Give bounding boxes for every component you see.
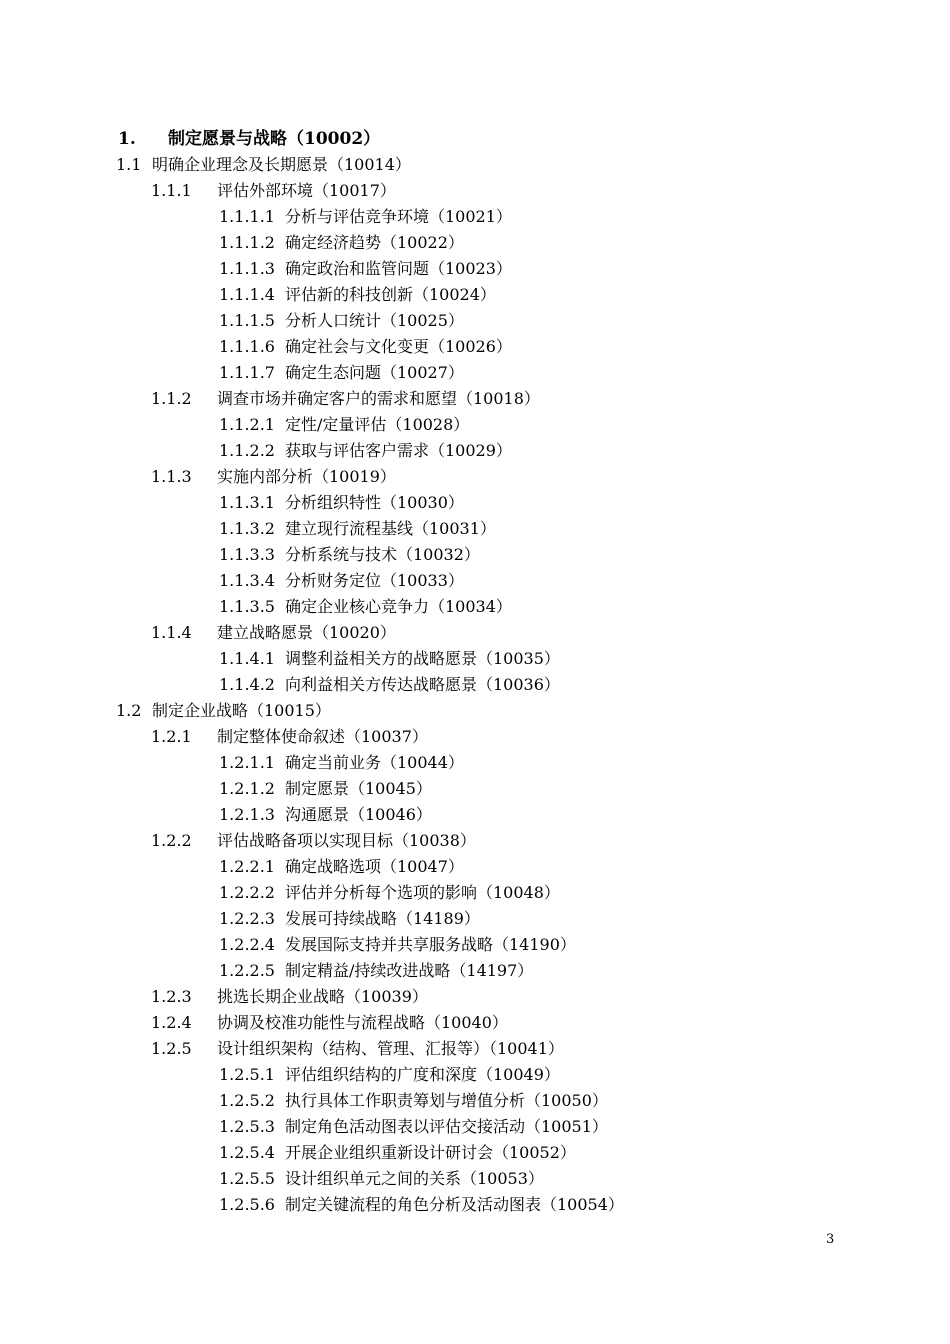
outline-item-number: 1.1.3.3 bbox=[219, 545, 275, 564]
outline-item-text: 确定战略选项（10047） bbox=[285, 857, 464, 876]
outline-item-text: 协调及校准功能性与流程战略（10040） bbox=[217, 1013, 508, 1032]
outline-item-number: 1.2.5.5 bbox=[219, 1169, 275, 1188]
outline-item-number: 1.2.5.3 bbox=[219, 1117, 275, 1136]
outline-item-level-4 bbox=[219, 360, 464, 386]
outline-item-level-4 bbox=[219, 1088, 608, 1114]
outline-item-text: 分析系统与技术（10032） bbox=[285, 545, 480, 564]
outline-item-level-4 bbox=[219, 1062, 560, 1088]
outline-item-level-4 bbox=[219, 308, 464, 334]
outline-item-number: 1.2 bbox=[116, 701, 142, 720]
outline-item-number: 1.2.3 bbox=[151, 987, 192, 1006]
outline-item-level-4 bbox=[219, 334, 512, 360]
outline-item-level-4 bbox=[219, 958, 533, 984]
outline-item-number: 1.2.2 bbox=[151, 831, 192, 850]
outline-item-level-4 bbox=[219, 1166, 544, 1192]
outline-item-number: 1.1.1.7 bbox=[219, 363, 275, 382]
outline-item-number: 1.2.2.5 bbox=[219, 961, 275, 980]
outline-item-number: 1.1.4.2 bbox=[219, 675, 275, 694]
outline-item-level-2 bbox=[116, 152, 411, 178]
outline-item-level-4 bbox=[219, 594, 512, 620]
outline-item-level-3 bbox=[151, 620, 396, 646]
outline-item-level-3 bbox=[151, 464, 396, 490]
section-heading-number: 1. bbox=[118, 129, 136, 149]
outline-item-level-4 bbox=[219, 854, 464, 880]
outline-item-number: 1.2.5.6 bbox=[219, 1195, 275, 1214]
outline-item-text: 制定企业战略（10015） bbox=[152, 701, 331, 720]
outline-item-text: 制定愿景（10045） bbox=[285, 779, 432, 798]
outline-item-level-3 bbox=[151, 178, 396, 204]
outline-item-number: 1.1.1.1 bbox=[219, 207, 275, 226]
outline-item-number: 1.2.1.3 bbox=[219, 805, 275, 824]
outline-item-number: 1.1.1.5 bbox=[219, 311, 275, 330]
outline-item-level-3 bbox=[151, 386, 540, 412]
outline-item-text: 执行具体工作职责筹划与增值分析（10050） bbox=[285, 1091, 608, 1110]
outline-item-level-4 bbox=[219, 490, 464, 516]
outline-item-text: 发展可持续战略（14189） bbox=[285, 909, 480, 928]
outline-item-number: 1.1 bbox=[116, 155, 142, 174]
outline-item-text: 确定企业核心竞争力（10034） bbox=[285, 597, 512, 616]
outline-item-level-4 bbox=[219, 542, 480, 568]
outline-item-number: 1.1.3.4 bbox=[219, 571, 275, 590]
outline-item-level-4 bbox=[219, 204, 512, 230]
outline-item-text: 建立现行流程基线（10031） bbox=[285, 519, 496, 538]
outline-item-text: 向利益相关方传达战略愿景（10036） bbox=[285, 675, 560, 694]
outline-item-level-4 bbox=[219, 802, 432, 828]
outline-item-text: 确定经济趋势（10022） bbox=[285, 233, 464, 252]
page-number: 3 bbox=[826, 1232, 835, 1247]
outline-item-number: 1.1.3.5 bbox=[219, 597, 275, 616]
outline-item-number: 1.2.2.1 bbox=[219, 857, 275, 876]
outline-item-text: 制定角色活动图表以评估交接活动（10051） bbox=[285, 1117, 608, 1136]
outline-item-level-4 bbox=[219, 880, 560, 906]
outline-item-text: 挑选长期企业战略（10039） bbox=[217, 987, 428, 1006]
section-heading-text: 制定愿景与战略（10002） bbox=[168, 129, 381, 149]
outline-item-number: 1.1.1.4 bbox=[219, 285, 275, 304]
outline-item-number: 1.2.5.4 bbox=[219, 1143, 275, 1162]
outline-item-level-3 bbox=[151, 828, 476, 854]
outline-item-text: 制定关键流程的角色分析及活动图表（10054） bbox=[285, 1195, 624, 1214]
outline-item-text: 调查市场并确定客户的需求和愿望（10018） bbox=[217, 389, 540, 408]
outline-item-number: 1.1.3 bbox=[151, 467, 192, 486]
outline-item-level-4 bbox=[219, 568, 464, 594]
outline-item-text: 确定生态问题（10027） bbox=[285, 363, 464, 382]
outline-item-level-4 bbox=[219, 776, 432, 802]
outline-item-level-4 bbox=[219, 438, 512, 464]
outline-item-level-4 bbox=[219, 1114, 608, 1140]
outline-item-text: 评估战略备项以实现目标（10038） bbox=[217, 831, 476, 850]
outline-item-text: 调整利益相关方的战略愿景（10035） bbox=[285, 649, 560, 668]
outline-item-number: 1.1.2 bbox=[151, 389, 192, 408]
outline-item-text: 获取与评估客户需求（10029） bbox=[285, 441, 512, 460]
outline-item-level-4 bbox=[219, 282, 496, 308]
outline-item-text: 设计组织架构（结构、管理、汇报等）（10041） bbox=[217, 1039, 564, 1058]
outline-item-level-2 bbox=[116, 698, 331, 724]
outline-item-level-4 bbox=[219, 750, 464, 776]
outline-item-text: 分析组织特性（10030） bbox=[285, 493, 464, 512]
outline-item-number: 1.2.2.3 bbox=[219, 909, 275, 928]
outline-item-text: 定性/定量评估（10028） bbox=[285, 415, 470, 434]
outline-item-number: 1.1.1.2 bbox=[219, 233, 275, 252]
outline-item-level-3 bbox=[151, 984, 428, 1010]
outline-item-text: 设计组织单元之间的关系（10053） bbox=[285, 1169, 544, 1188]
outline-item-number: 1.2.2.2 bbox=[219, 883, 275, 902]
outline-item-text: 确定社会与文化变更（10026） bbox=[285, 337, 512, 356]
outline-item-number: 1.1.2.2 bbox=[219, 441, 275, 460]
outline-item-text: 制定整体使命叙述（10037） bbox=[217, 727, 428, 746]
outline-item-number: 1.2.5 bbox=[151, 1039, 192, 1058]
outline-item-number: 1.2.5.1 bbox=[219, 1065, 275, 1084]
outline-item-level-4 bbox=[219, 646, 560, 672]
outline-item-number: 1.1.1.6 bbox=[219, 337, 275, 356]
outline-item-number: 1.2.5.2 bbox=[219, 1091, 275, 1110]
outline-item-level-3 bbox=[151, 1036, 564, 1062]
outline-item-number: 1.2.1.1 bbox=[219, 753, 275, 772]
outline-item-text: 评估组织结构的广度和深度（10049） bbox=[285, 1065, 560, 1084]
outline-item-number: 1.1.1 bbox=[151, 181, 192, 200]
outline-item-number: 1.1.4.1 bbox=[219, 649, 275, 668]
outline-item-text: 确定政治和监管问题（10023） bbox=[285, 259, 512, 278]
outline-item-number: 1.1.3.2 bbox=[219, 519, 275, 538]
outline-item-text: 明确企业理念及长期愿景（10014） bbox=[152, 155, 411, 174]
outline-item-number: 1.1.4 bbox=[151, 623, 192, 642]
outline-item-text: 建立战略愿景（10020） bbox=[217, 623, 396, 642]
outline-item-text: 分析人口统计（10025） bbox=[285, 311, 464, 330]
outline-item-text: 确定当前业务（10044） bbox=[285, 753, 464, 772]
outline-item-text: 评估外部环境（10017） bbox=[217, 181, 396, 200]
outline-item-number: 1.2.1.2 bbox=[219, 779, 275, 798]
outline-item-number: 1.2.2.4 bbox=[219, 935, 275, 954]
outline-item-level-4 bbox=[219, 1140, 576, 1166]
outline-item-level-4 bbox=[219, 932, 576, 958]
outline-item-number: 1.1.1.3 bbox=[219, 259, 275, 278]
outline-item-level-4 bbox=[219, 672, 560, 698]
outline-item-level-4 bbox=[219, 516, 496, 542]
outline-item-number: 1.1.2.1 bbox=[219, 415, 275, 434]
outline-item-text: 评估新的科技创新（10024） bbox=[285, 285, 496, 304]
outline-item-text: 分析财务定位（10033） bbox=[285, 571, 464, 590]
outline-item-text: 制定精益/持续改进战略（14197） bbox=[285, 961, 534, 980]
outline-item-level-3 bbox=[151, 724, 428, 750]
section-heading bbox=[118, 126, 380, 152]
outline-item-number: 1.2.1 bbox=[151, 727, 192, 746]
outline-item-level-4 bbox=[219, 906, 480, 932]
outline-item-level-4 bbox=[219, 256, 512, 282]
outline-item-text: 开展企业组织重新设计研讨会（10052） bbox=[285, 1143, 576, 1162]
outline-item-text: 分析与评估竞争环境（10021） bbox=[285, 207, 512, 226]
outline-item-number: 1.2.4 bbox=[151, 1013, 192, 1032]
outline-item-text: 评估并分析每个选项的影响（10048） bbox=[285, 883, 560, 902]
outline-item-level-4 bbox=[219, 230, 464, 256]
outline-item-number: 1.1.3.1 bbox=[219, 493, 275, 512]
outline-item-level-4 bbox=[219, 412, 469, 438]
outline-item-text: 实施内部分析（10019） bbox=[217, 467, 396, 486]
outline-item-level-4 bbox=[219, 1192, 624, 1218]
outline-item-text: 沟通愿景（10046） bbox=[285, 805, 432, 824]
outline-item-level-3 bbox=[151, 1010, 508, 1036]
outline-item-text: 发展国际支持并共享服务战略（14190） bbox=[285, 935, 576, 954]
